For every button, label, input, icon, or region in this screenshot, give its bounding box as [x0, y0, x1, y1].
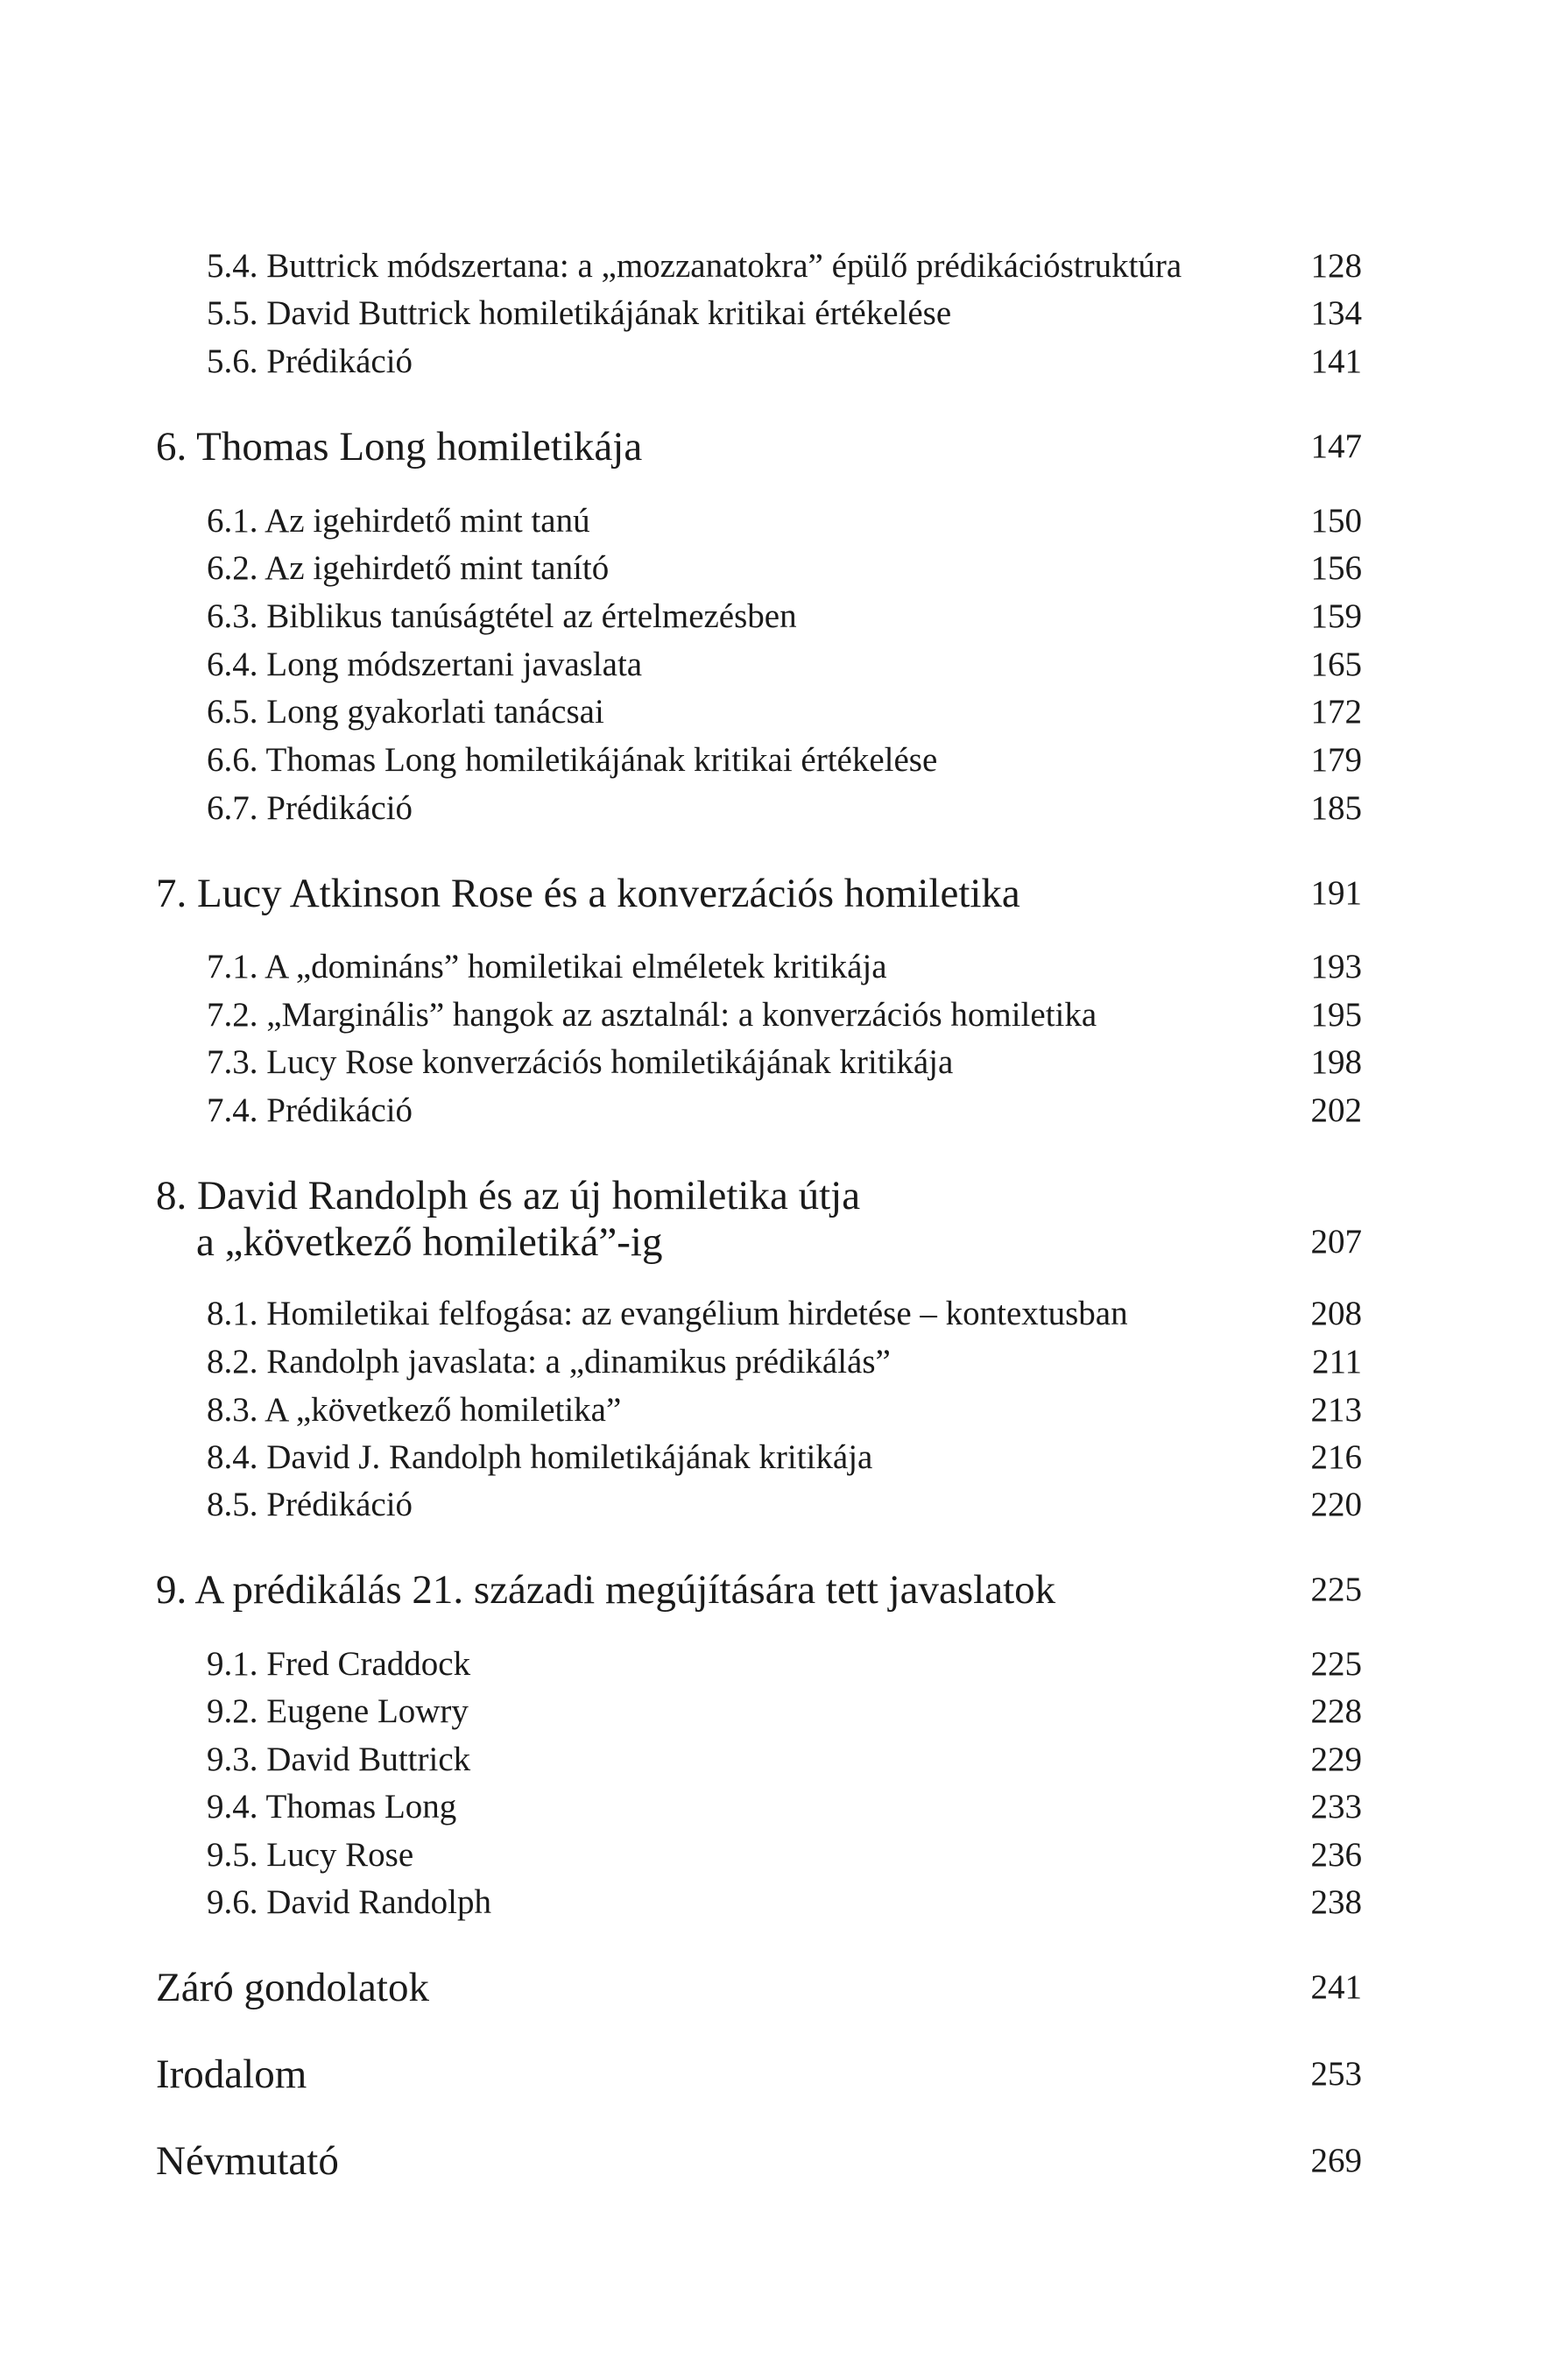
toc-entry-page-number: 147: [1310, 427, 1362, 465]
toc-entry-page-number: 208: [1310, 1295, 1362, 1332]
toc-entry-title: 9. A prédikálás 21. századi megújítására tett javaslatok: [156, 1567, 1056, 1613]
toc-entry-title: 7.2. „Marginális” hangok az asztalnál: a konverzációs homiletika: [207, 996, 1097, 1034]
toc-entry-page-number: 198: [1310, 1043, 1362, 1081]
toc-entry-title: 6.4. Long módszertani javaslata: [207, 646, 643, 683]
toc-entry-title: 9.2. Eugene Lowry: [207, 1692, 469, 1730]
toc-entry-title: 9.6. David Randolph: [207, 1883, 491, 1921]
toc-entry-title: 7.4. Prédikáció: [207, 1091, 413, 1129]
toc-entry-title: 9.3. David Buttrick: [207, 1741, 471, 1778]
toc-entry-page-number: 191: [1310, 874, 1362, 912]
toc-entry-page-number: 229: [1310, 1741, 1362, 1778]
toc-entry-title: 9.1. Fred Craddock: [207, 1645, 471, 1683]
toc-entry-page-number: 156: [1310, 549, 1362, 587]
toc-entry-title: 5.6. Prédikáció: [207, 343, 413, 380]
toc-entry-page-number: 179: [1310, 741, 1362, 779]
toc-entry-title: 6.5. Long gyakorlati tanácsai: [207, 693, 604, 731]
toc-entry-title: 6.7. Prédikáció: [207, 789, 413, 827]
toc-entry-title: 8.1. Homiletikai felfogása: az evangélium hirdetése – kontextusban: [207, 1295, 1128, 1332]
toc-entry-title: 7.3. Lucy Rose konverzációs homiletikájának kritikája: [207, 1043, 954, 1081]
toc-entry-title: 8.5. Prédikáció: [207, 1486, 413, 1523]
toc-entry-page-number: 195: [1310, 996, 1362, 1034]
toc-entry-title: 5.5. David Buttrick homiletikájának kritikai értékelése: [207, 294, 952, 332]
toc-entry-title: 9.4. Thomas Long: [207, 1788, 457, 1826]
toc-entry-page-number: 220: [1310, 1486, 1362, 1523]
toc-entry-page-number: 165: [1310, 646, 1362, 683]
toc-entry-title: 6.3. Biblikus tanúságtétel az értelmezésben: [207, 597, 797, 635]
toc-entry-title: 6. Thomas Long homiletikája: [156, 424, 643, 470]
toc-entry-page-number: 253: [1310, 2055, 1362, 2093]
toc-entry-page-number: 216: [1310, 1438, 1362, 1476]
toc-entry-page-number: 225: [1310, 1645, 1362, 1683]
toc-entry-page-number: 141: [1310, 343, 1362, 380]
toc-entry-page-number: 172: [1310, 693, 1362, 731]
toc-entry-page-number: 150: [1310, 502, 1362, 540]
toc-entry-title: 8.3. A „következő homiletika”: [207, 1391, 622, 1429]
toc-entry-title: Irodalom: [156, 2052, 307, 2097]
toc-entry-page-number: 128: [1310, 247, 1362, 285]
toc-entry-page-number: 159: [1310, 597, 1362, 635]
toc-entry-title-line2: a „következő homiletiká”-ig: [196, 1219, 663, 1265]
toc-entry-title: 8. David Randolph és az új homiletika útja: [156, 1173, 861, 1218]
toc-entry-page-number: 202: [1310, 1091, 1362, 1129]
toc-entry-title: 7.1. A „domináns” homiletikai elméletek kritikája: [207, 948, 887, 985]
toc-entry-page-number: 238: [1310, 1883, 1362, 1921]
toc-entry-title: 8.2. Randolph javaslata: a „dinamikus prédikálás”: [207, 1343, 891, 1381]
toc-entry-title: Névmutató: [156, 2138, 339, 2184]
toc-entry-page-number: 213: [1310, 1391, 1362, 1429]
toc-entry-page-number: 269: [1310, 2142, 1362, 2179]
toc-entry-title: 9.5. Lucy Rose: [207, 1836, 414, 1874]
toc-entry-page-number: 228: [1310, 1692, 1362, 1730]
toc-entry-page-number: 185: [1310, 789, 1362, 827]
toc-entry-title: 6.6. Thomas Long homiletikájának kritikai értékelése: [207, 741, 938, 779]
toc-entry-title: 5.4. Buttrick módszertana: a „mozzanatokra” épülő prédikációstruktúra: [207, 247, 1182, 285]
toc-entry-title: 6.2. Az igehirdető mint tanító: [207, 549, 610, 587]
toc-entry-page-number: 236: [1310, 1836, 1362, 1874]
toc-entry-page-number: 225: [1310, 1571, 1362, 1608]
toc-entry-page-number: 233: [1310, 1788, 1362, 1826]
toc-entry-page-number: 211: [1311, 1343, 1362, 1381]
toc-entry-title: Záró gondolatok: [156, 1965, 429, 2010]
toc-entry-page-number: 241: [1310, 1968, 1362, 2006]
toc-entry-page-number: 193: [1310, 948, 1362, 985]
toc-entry-page-number: 134: [1310, 294, 1362, 332]
toc-entry-title: 8.4. David J. Randolph homiletikájának kritikája: [207, 1438, 873, 1476]
toc-entry-title: 7. Lucy Atkinson Rose és a konverzációs homiletika: [156, 871, 1020, 916]
toc-entry-title: 6.1. Az igehirdető mint tanú: [207, 502, 590, 540]
toc-entry-page-number: 207: [1310, 1223, 1362, 1261]
